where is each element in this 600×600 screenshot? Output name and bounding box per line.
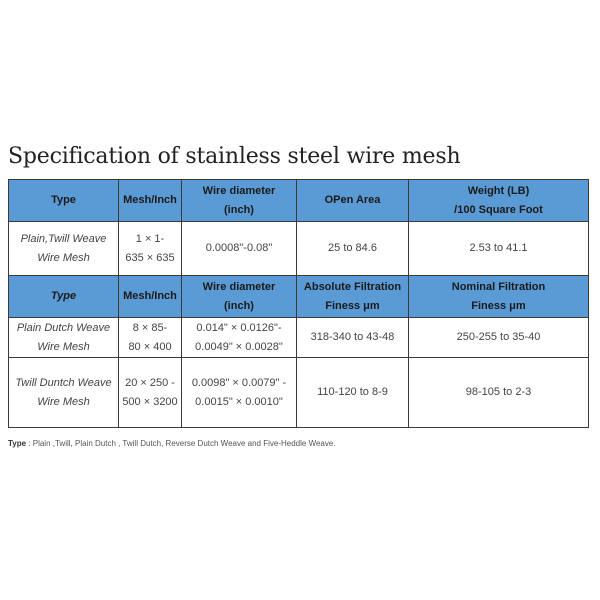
cell-type: Plain,Twill Weave Wire Mesh (9, 222, 119, 276)
header-mesh: Mesh/Inch (119, 180, 182, 222)
type-note-label: Type (8, 439, 27, 448)
table-row (9, 222, 589, 276)
cell-mesh: 8 × 85- 80 × 400 (119, 318, 182, 358)
cell-open-area: 25 to 84.6 (297, 222, 409, 276)
header-open-area: OPen Area (297, 180, 409, 222)
cell-wire-diameter: 0.0098" × 0.0079" - 0.0015" × 0.0010" (182, 358, 297, 428)
header-mesh: Mesh/Inch (119, 276, 182, 318)
table-row (9, 318, 589, 358)
header-wire-diameter: Wire diameter (inch) (182, 276, 297, 318)
table-header-row (9, 180, 589, 222)
header-wire-diameter: Wire diameter (inch) (182, 180, 297, 222)
cell-wire-diameter: 0.014" × 0.0126"- 0.0049" × 0.0028" (182, 318, 297, 358)
cell-wire-diameter: 0.0008"-0.08" (182, 222, 297, 276)
spec-table (8, 179, 589, 428)
table-header-row (9, 276, 589, 318)
cell-weight: 2.53 to 41.1 (409, 222, 589, 276)
type-note (8, 439, 336, 448)
cell-mesh: 1 × 1- 635 × 635 (119, 222, 182, 276)
cell-mesh: 20 × 250 - 500 × 3200 (119, 358, 182, 428)
type-note-text: : Plain ,Twill, Plain Dutch , Twill Dutch, Reverse Dutch Weave and Five-Heddle Weave. (26, 439, 336, 448)
cell-type: Twill Duntch Weave Wire Mesh (9, 358, 119, 428)
cell-absolute-filtration: 318-340 to 43-48 (297, 318, 409, 358)
page-title: Specification of stainless steel wire mesh (8, 144, 461, 169)
cell-absolute-filtration: 110-120 to 8-9 (297, 358, 409, 428)
table-row (9, 358, 589, 428)
header-weight: Weight (LB) /100 Square Foot (409, 180, 589, 222)
cell-type: Plain Dutch Weave Wire Mesh (9, 318, 119, 358)
header-type: Type (9, 180, 119, 222)
header-nominal-filtration: Nominal Filtration Finess μm (409, 276, 589, 318)
cell-nominal-filtration: 98-105 to 2-3 (409, 358, 589, 428)
header-absolute-filtration: Absolute Filtration Finess μm (297, 276, 409, 318)
header-type: Type (9, 276, 119, 318)
cell-nominal-filtration: 250-255 to 35-40 (409, 318, 589, 358)
